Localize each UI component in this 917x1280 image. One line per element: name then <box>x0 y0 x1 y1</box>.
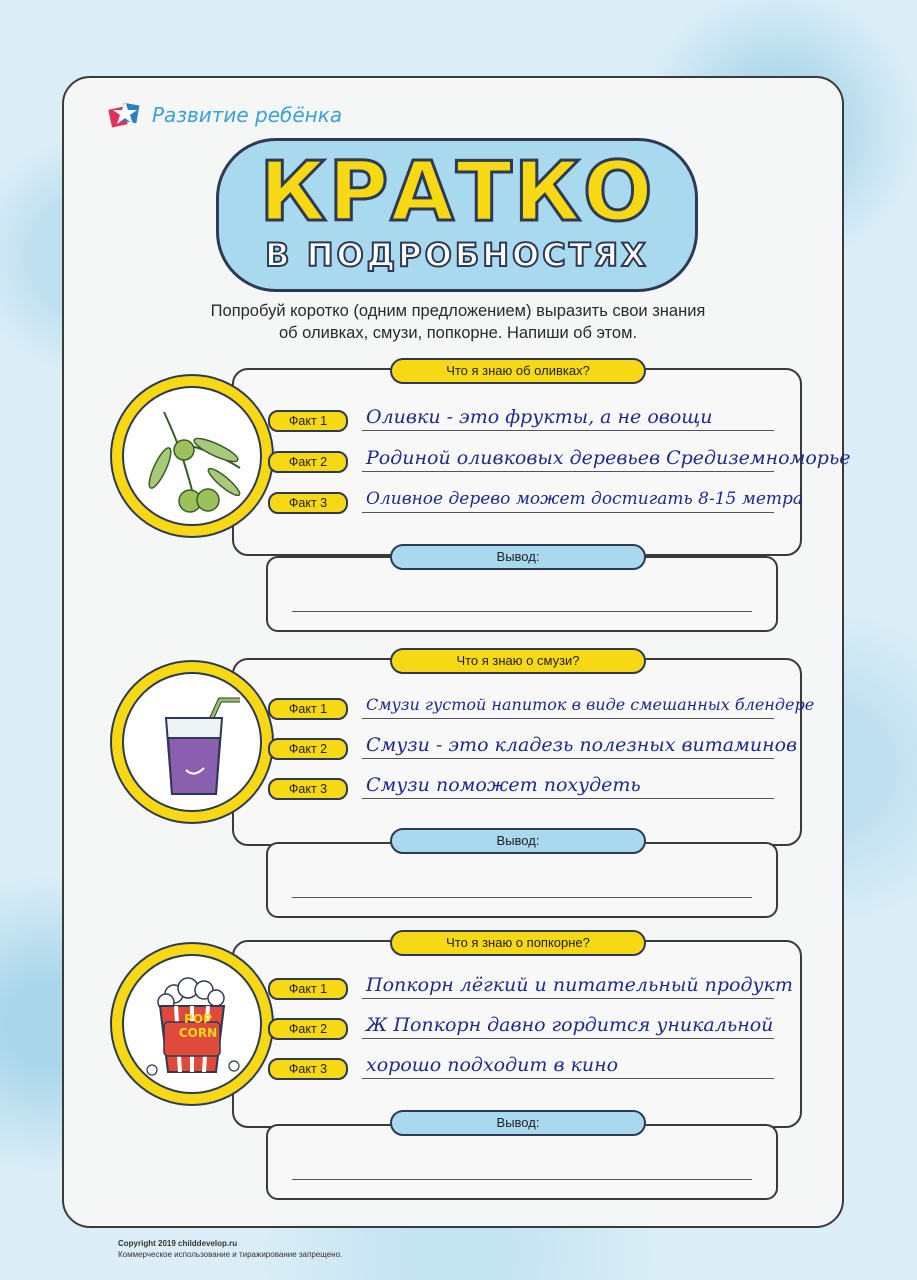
instructions-line-1: Попробуй коротко (одним предложением) выразить свои знания <box>210 302 706 320</box>
answer-line <box>362 512 774 513</box>
fact-2-answer: Ж Попкорн давно гордится уникальной <box>366 1014 774 1036</box>
answer-line <box>362 471 774 472</box>
footer-notice: Коммерческое использование и тиражирование запрещено. <box>118 1250 343 1259</box>
question-pill-smoothie: Что я знаю о смузи? <box>390 648 646 674</box>
fact-1-label: Факт 1 <box>268 698 348 720</box>
footer-copyright: Copyright 2019 childdevelop.ru <box>118 1239 238 1248</box>
popcorn-label-pop: POP <box>184 1012 212 1026</box>
smoothie-glass-icon <box>122 672 262 812</box>
conclusion-line <box>292 611 752 612</box>
brand-logo <box>108 98 342 132</box>
page-subtitle: В ПОДРОБНОСТЯХ <box>265 236 649 274</box>
answer-line <box>362 998 774 999</box>
question-pill-popcorn: Что я знаю о попкорне? <box>390 930 646 956</box>
fact-1-label: Факт 1 <box>268 410 348 432</box>
fact-3-answer: хорошо подходит в кино <box>366 1054 619 1076</box>
fact-2-answer: Родиной оливковых деревьев Средиземноморье <box>366 447 851 469</box>
conclusion-pill-olives: Вывод: <box>390 544 646 570</box>
answer-line <box>362 430 774 431</box>
fact-3-label: Факт 3 <box>268 1058 348 1080</box>
brand-name: Развитие ребёнка <box>152 103 343 127</box>
conclusion-line <box>292 897 752 898</box>
fact-1-answer: Оливки - это фрукты, а не овощи <box>366 406 713 428</box>
title-banner <box>216 138 698 292</box>
fact-2-label: Факт 2 <box>268 451 348 473</box>
page-title: КРАТКО <box>259 145 655 240</box>
popcorn-label-corn: CORN <box>178 1026 218 1040</box>
answer-line <box>362 758 774 759</box>
answer-line <box>362 1078 774 1079</box>
fact-2-answer: Смузи - это кладезь полезных витаминов <box>366 734 798 756</box>
fact-3-label: Факт 3 <box>268 492 348 514</box>
answer-line <box>362 798 774 799</box>
instructions-line-2: об оливках, смузи, попкорне. Напиши об этом. <box>278 324 638 342</box>
olive-branch-icon <box>122 386 262 526</box>
star-logo-icon <box>108 98 144 132</box>
fact-3-answer: Смузи поможет похудеть <box>366 774 641 796</box>
conclusion-pill-popcorn: Вывод: <box>390 1110 646 1136</box>
instructions <box>150 300 766 344</box>
answer-line <box>362 1038 774 1039</box>
fact-3-answer: Оливное дерево может достигать 8-15 метра <box>366 489 804 509</box>
image-circle-smoothie <box>110 660 274 824</box>
conclusion-pill-smoothie: Вывод: <box>390 828 646 854</box>
fact-2-label: Факт 2 <box>268 1018 348 1040</box>
conclusion-line <box>292 1179 752 1180</box>
image-circle-olives <box>110 374 274 538</box>
fact-3-label: Факт 3 <box>268 778 348 800</box>
answer-line <box>362 718 774 719</box>
fact-2-label: Факт 2 <box>268 738 348 760</box>
footer <box>118 1238 342 1260</box>
fact-1-label: Факт 1 <box>268 978 348 1000</box>
fact-1-answer: Смузи густой напиток в виде смешанных блендере <box>366 695 815 714</box>
fact-1-answer: Попкорн лёгкий и питательный продукт <box>366 974 793 996</box>
question-pill-olives: Что я знаю об оливках? <box>390 358 646 384</box>
